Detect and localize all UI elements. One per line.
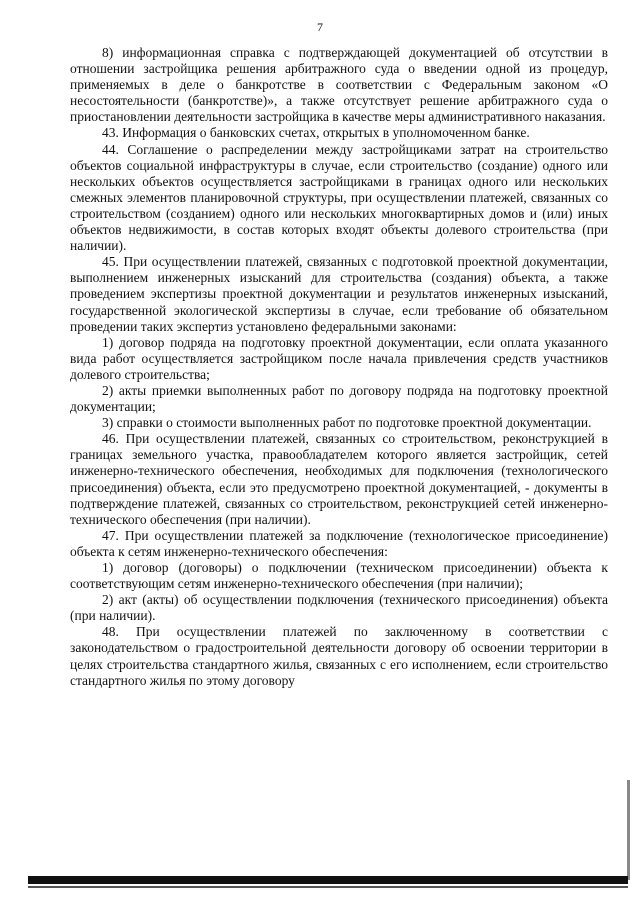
page-number: 7 (317, 20, 323, 34)
scan-bottom-line (28, 886, 628, 888)
paragraph-46-engineering-networks: 46. При осуществлении платежей, связанных со строительством, реконструкцией в границах земельного участка, правообладателем которого является застройщик, сетей инженерно-технического обеспечения, необходимых для подключения (технологического присоединения) объекта, если это предусмотрено проектной документацией, - документы в подтверждение платежей, связанных со строительством, реконструкцией сетей инженерно-технического обеспечения (при наличии). (70, 431, 608, 527)
paragraph-45-item-3: 3) справки о стоимости выполненных работ по подготовке проектной документации. (102, 415, 592, 431)
document-body (70, 45, 608, 689)
paragraph-47-item-2: 2) акт (акты) об осуществлении подключения (технического присоединения) объекта (при наличии). (70, 592, 608, 624)
paragraph-43-bank-accounts: 43. Информация о банковских счетах, открытых в уполномоченном банке. (102, 125, 530, 141)
paragraph-45-project-documentation: 45. При осуществлении платежей, связанных с подготовкой проектной документации, выполнением инженерных изысканий для строительства (создания) объекта, а также проведением экспертизы проектной документации и результатов инженерных изысканий, государственной экологической экспертизы в случае, если требование об обязательном проведении таких экспертиз установлено федеральными законами: (70, 254, 608, 334)
paragraph-47-connection-payments: 47. При осуществлении платежей за подключение (технологическое присоединение) объекта к сетям инженерно-технического обеспечения: (70, 527, 608, 559)
paragraph-45-item-1: 1) договор подряда на подготовку проектной документации, если оплата указанного вида работ осуществляется застройщиком после начала привлечения средств участников долевого строительства; (70, 334, 608, 382)
paragraph-47-item-1: 1) договор (договоры) о подключении (техническом присоединении) объекта к соответствующим сетям инженерно-технического обеспечения (при наличии); (70, 560, 608, 592)
paragraph-48-territory-development: 48. При осуществлении платежей по заключенному в соответствии с законодательством о градостроительной деятельности договору об освоении территории в целях строительства стандартного жилья, связанных с его исполнением, если строительство стандартного жилья по этому договору (70, 624, 608, 688)
scan-bottom-bar (28, 876, 628, 884)
paragraph-45-item-2: 2) акты приемки выполненных работ по договору подряда на подготовку проектной документации; (70, 382, 608, 415)
scan-edge-shadow (627, 780, 630, 880)
paragraph-44-cost-agreement: 44. Соглашение о распределении между застройщиками затрат на строительство объектов социальной инфраструктуры в случае, если строительство (создание) одного или нескольких объектов осуществляется застройщиками в границах одного или нескольких смежных элементов планировочной структуры, при осуществлении платежей, связанных со строительством (созданием) одного или нескольких многоквартирных домов и (или) иных объектов недвижимости, в состав которых входят объекты долевого строительства (при наличии). (70, 141, 608, 254)
paragraph-8-info-certificate: 8) информационная справка с подтверждающей документацией об отсутствии в отношении застройщика решения арбитражного суда о введении одной из процедур, применяемых в деле о банкротстве в соответствии с Федеральным законом «О несостоятельности (банкротстве)», а также отсутствует решение арбитражного суда о приостановлении деятельности застройщика в качестве меры административного наказания. (70, 45, 608, 125)
